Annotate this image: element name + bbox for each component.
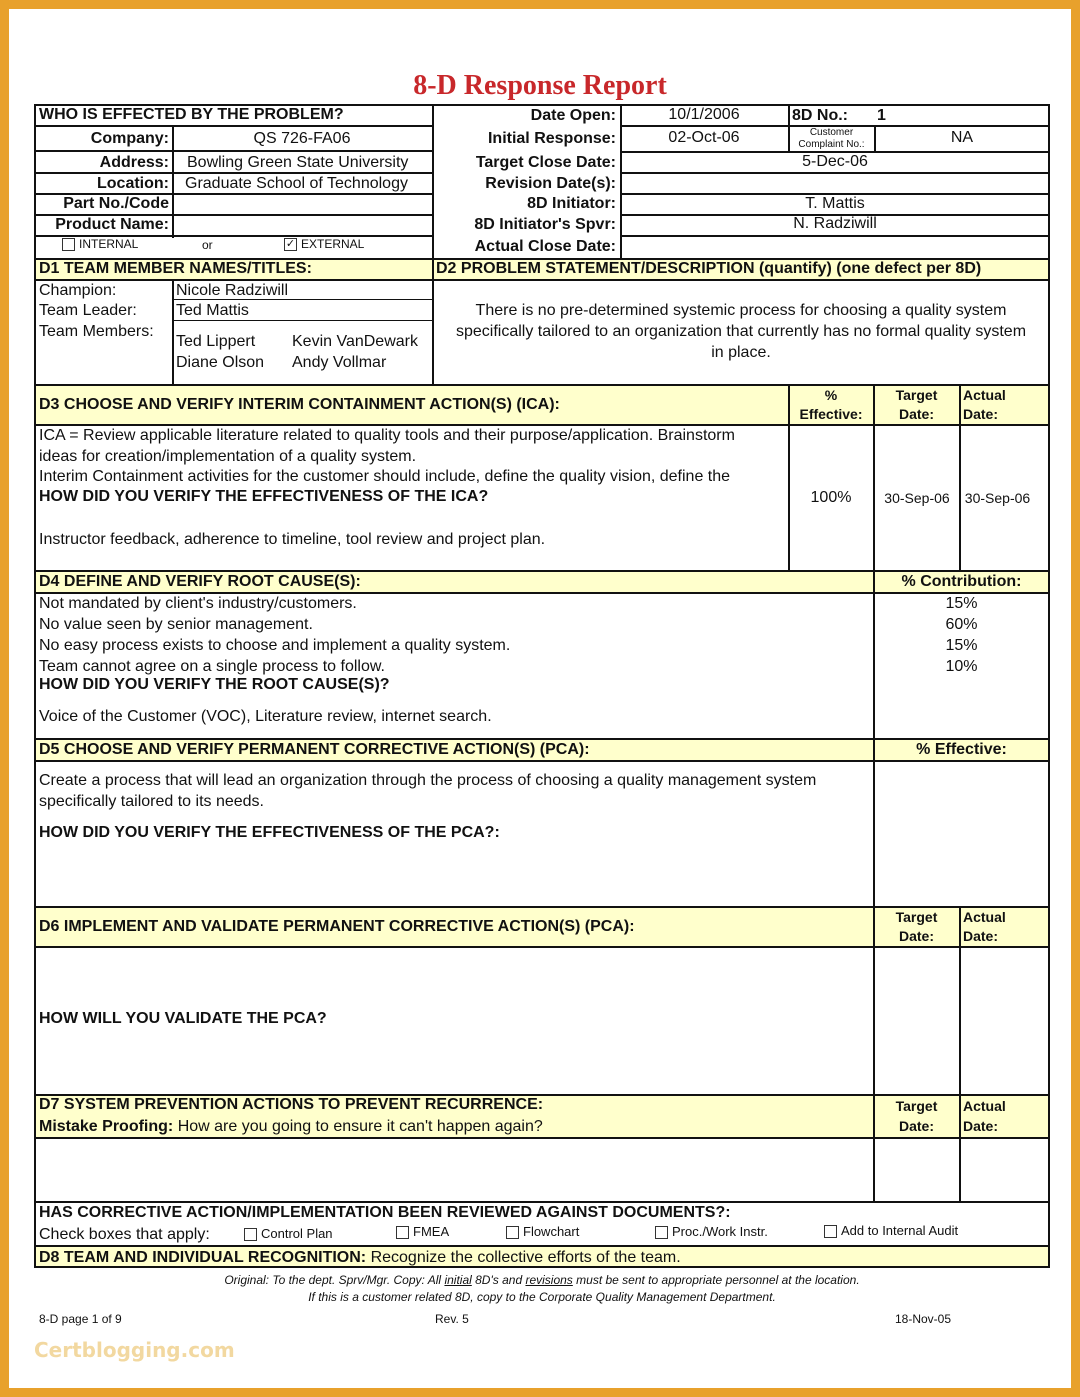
revision: Rev. 5: [435, 1312, 469, 1326]
footer-date: 18-Nov-05: [895, 1312, 952, 1326]
member-name[interactable]: Andy Vollmar: [292, 354, 387, 371]
d4-heading: D4 DEFINE AND VERIFY ROOT CAUSE(S):: [39, 573, 361, 590]
d3-target-date[interactable]: 30-Sep-06: [884, 490, 950, 506]
d3-line: ICA = Review applicable literature related to quality tools and their purpose/application. Brainstorm: [39, 427, 735, 444]
d3-line: Interim Containment activities for the customer should include, define the quality vision, define the: [39, 468, 731, 485]
member-name[interactable]: Ted Lippert: [176, 333, 256, 350]
location-value[interactable]: Graduate School of Technology: [185, 175, 408, 192]
member-name[interactable]: Kevin VanDewark: [292, 333, 418, 350]
or-label: or: [202, 238, 213, 252]
option-flowchart[interactable]: [506, 1224, 579, 1239]
cause-pct[interactable]: 15%: [945, 637, 978, 654]
mistake-text: How are you going to ensure it can't happen again?: [177, 1118, 543, 1135]
d2-line: specifically tailored to an organization that currently has no formal quality system: [455, 323, 1027, 340]
report-title: 8-D Response Report: [413, 70, 667, 101]
hl: [34, 1201, 1050, 1203]
d1-d2-divider: [432, 258, 434, 384]
internal-checkbox[interactable]: [62, 238, 75, 251]
checkbox[interactable]: [824, 1225, 837, 1238]
internal-option[interactable]: [62, 237, 138, 251]
d3-verify-text: Instructor feedback, adherence to timeline, tool review and project plan.: [39, 531, 546, 548]
date-open-label: Date Open:: [530, 107, 616, 124]
d6-actual-label: Date:: [963, 928, 999, 944]
option-proc-work-instr[interactable]: [655, 1224, 768, 1239]
company-value[interactable]: QS 726-FA06: [253, 130, 351, 147]
check-label: Check boxes that apply:: [39, 1226, 210, 1243]
members-label: Team Members:: [39, 323, 154, 340]
d6-validate-heading: HOW WILL YOU VALIDATE THE PCA?: [39, 1010, 327, 1027]
cause-text: No value seen by senior management.: [39, 616, 313, 633]
d3-verify-heading: HOW DID YOU VERIFY THE EFFECTIVENESS OF THE ICA?: [39, 488, 489, 505]
address-label: Address:: [99, 154, 169, 171]
d4-contrib-label: % Contribution:: [901, 573, 1022, 590]
d3-target-label: Target: [895, 387, 938, 403]
note-part: 8D's and: [471, 1273, 526, 1287]
hl: [34, 906, 1050, 908]
d7-actual-label: Date:: [963, 1118, 999, 1134]
external-label: EXTERNAL: [301, 237, 365, 251]
d7-mistake-row: [39, 1118, 543, 1136]
hl: [34, 172, 432, 174]
mistake-label: Mistake Proofing:: [39, 1118, 174, 1135]
d7-target-label: Date:: [898, 1118, 934, 1134]
cause-text: No easy process exists to choose and implement a quality system.: [39, 637, 511, 654]
d4-verify-heading: HOW DID YOU VERIFY THE ROOT CAUSE(S)?: [39, 676, 390, 693]
hl: [34, 738, 1050, 740]
date-open-value[interactable]: 10/1/2006: [668, 106, 740, 123]
d5-line: specifically tailored to its needs.: [39, 793, 264, 810]
note-part: must be sent to appropriate personnel at the location.: [572, 1273, 860, 1287]
review-heading: HAS CORRECTIVE ACTION/IMPLEMENTATION BEEN REVIEWED AGAINST DOCUMENTS?:: [39, 1204, 731, 1221]
leader-value[interactable]: Ted Mattis: [176, 302, 249, 319]
cause-pct[interactable]: 60%: [945, 616, 978, 633]
d3-effective-value[interactable]: 100%: [810, 489, 852, 506]
d3-eff-label: %: [824, 387, 838, 403]
hl: [34, 384, 1050, 386]
footer-note-2: If this is a customer related 8D, copy to the Corporate Quality Management Department.: [308, 1290, 776, 1304]
hl: [34, 125, 432, 127]
d8-text: Recognize the collective efforts of the team.: [370, 1249, 681, 1266]
option-control-plan[interactable]: [244, 1226, 333, 1241]
complaint-no-value[interactable]: NA: [950, 129, 974, 146]
d3-col-divider: [959, 384, 961, 570]
d8-row: [39, 1249, 681, 1267]
hl: [34, 946, 1050, 948]
cause-pct[interactable]: 15%: [945, 595, 978, 612]
spvr-label: 8D Initiator's Spvr:: [474, 216, 616, 233]
d1-label-divider: [172, 279, 174, 384]
d5-verify-heading: HOW DID YOU VERIFY THE EFFECTIVENESS OF THE PCA?:: [39, 824, 500, 841]
checkbox[interactable]: [396, 1226, 409, 1239]
checkbox[interactable]: [655, 1226, 668, 1239]
internal-label: INTERNAL: [79, 237, 139, 251]
d2-heading: D2 PROBLEM STATEMENT/DESCRIPTION (quantify) (one defect per 8D): [436, 260, 982, 277]
d5-line: Create a process that will lead an organization through the process of choosing a quality management system: [39, 772, 817, 789]
d3-actual-date[interactable]: 30-Sep-06: [964, 490, 1031, 506]
hl: [34, 570, 1050, 572]
d6-target-label: Target: [895, 909, 938, 925]
d8-no-value[interactable]: 1: [877, 107, 886, 124]
leader-label: Team Leader:: [39, 302, 137, 319]
spvr-value[interactable]: N. Radziwill: [793, 215, 877, 232]
actual-close-label: Actual Close Date:: [474, 238, 616, 255]
location-label: Location:: [97, 175, 169, 192]
hl: [34, 1137, 1050, 1139]
hl: [172, 320, 432, 321]
d6-heading: D6 IMPLEMENT AND VALIDATE PERMANENT CORRECTIVE ACTION(S) (PCA):: [39, 918, 635, 935]
checkbox[interactable]: [506, 1226, 519, 1239]
cause-text: Team cannot agree on a single process to follow.: [39, 658, 385, 675]
address-value[interactable]: Bowling Green State University: [187, 154, 409, 171]
footer-note: [34, 1273, 1050, 1287]
hl: [34, 1245, 1050, 1247]
initiator-label: 8D Initiator:: [527, 195, 616, 212]
d7-actual-label: Actual: [963, 1098, 1006, 1114]
hl: [34, 760, 1050, 762]
d4-verify-text: Voice of the Customer (VOC), Literature review, internet search.: [39, 708, 492, 725]
option-label: Proc./Work Instr.: [672, 1224, 768, 1239]
external-checkbox[interactable]: ✓: [285, 238, 296, 251]
option-fmea[interactable]: [396, 1224, 449, 1239]
d5-heading: D5 CHOOSE AND VERIFY PERMANENT CORRECTIVE ACTION(S) (PCA):: [39, 741, 590, 758]
d3-heading: D3 CHOOSE AND VERIFY INTERIM CONTAINMENT ACTION(S) (ICA):: [39, 396, 560, 413]
member-name[interactable]: Diane Olson: [176, 354, 265, 371]
note-part: revisions: [525, 1273, 573, 1287]
target-close-value[interactable]: 5-Dec-06: [802, 153, 868, 170]
option-internal-audit[interactable]: [824, 1223, 958, 1238]
d8-no-label: 8D No.:: [792, 107, 848, 124]
d2-line: in place.: [711, 344, 771, 361]
complaint-label-1: Customer: [809, 127, 854, 138]
d8-heading: D8 TEAM AND INDIVIDUAL RECOGNITION:: [39, 1249, 367, 1266]
d1-heading: D1 TEAM MEMBER NAMES/TITLES:: [39, 260, 312, 277]
page-number: 8-D page 1 of 9: [39, 1312, 122, 1326]
d3-target-label: Date:: [898, 406, 934, 422]
hl: [620, 172, 1050, 174]
header-divider: [432, 104, 434, 259]
d3-actual-label: Date:: [963, 406, 999, 422]
initial-response-label: Initial Response:: [487, 130, 616, 147]
d3-actual-label: Actual: [963, 387, 1006, 403]
d5-col-divider: [873, 738, 875, 906]
cause-pct[interactable]: 10%: [945, 658, 978, 675]
d6-actual-label: Actual: [963, 909, 1006, 925]
external-option[interactable]: [284, 237, 364, 251]
hl: [620, 235, 1050, 237]
d3-eff-label: Effective:: [799, 406, 863, 422]
option-label: FMEA: [413, 1224, 450, 1239]
option-label: Control Plan: [261, 1226, 333, 1241]
hl: [34, 279, 1050, 281]
d6-col-divider: [959, 906, 961, 1094]
d3-line: ideas for creation/implementation of a quality system.: [39, 448, 417, 465]
initiator-value[interactable]: T. Mattis: [805, 195, 865, 212]
hl: [34, 150, 432, 152]
part-label: Part No./Code: [63, 195, 169, 212]
d5-eff-label: % Effective:: [916, 741, 1007, 758]
option-label: Add to Internal Audit: [841, 1223, 959, 1238]
d6-target-label: Date:: [898, 928, 934, 944]
watermark: Certblogging.com: [34, 1338, 235, 1362]
initial-response-value[interactable]: 02-Oct-06: [668, 129, 740, 146]
company-label: Company:: [90, 130, 169, 147]
target-close-label: Target Close Date:: [475, 154, 616, 171]
champion-value[interactable]: Nicole Radziwill: [176, 282, 289, 299]
who-label: WHO IS EFFECTED BY THE PROBLEM?: [39, 106, 344, 123]
d7-col-divider: [959, 1094, 961, 1201]
note-part: Original: To the dept. Sprv/Mgr. Copy: All: [224, 1273, 445, 1287]
product-label: Product Name:: [55, 216, 169, 233]
d7-heading: D7 SYSTEM PREVENTION ACTIONS TO PREVENT RECURRENCE:: [39, 1096, 544, 1113]
d2-line: There is no pre-determined systemic process for choosing a quality system: [475, 302, 1007, 319]
note-part: initial: [444, 1273, 472, 1287]
d7-target-label: Target: [895, 1098, 938, 1114]
cause-text: Not mandated by client's industry/customers.: [39, 595, 357, 612]
complaint-label-2: Complaint No.:: [798, 139, 865, 150]
champion-label: Champion:: [39, 282, 117, 299]
option-label: Flowchart: [523, 1224, 580, 1239]
checkbox[interactable]: [244, 1228, 257, 1241]
hl: [34, 424, 1050, 426]
hl: [34, 592, 1050, 594]
revision-label: Revision Date(s):: [485, 175, 616, 192]
